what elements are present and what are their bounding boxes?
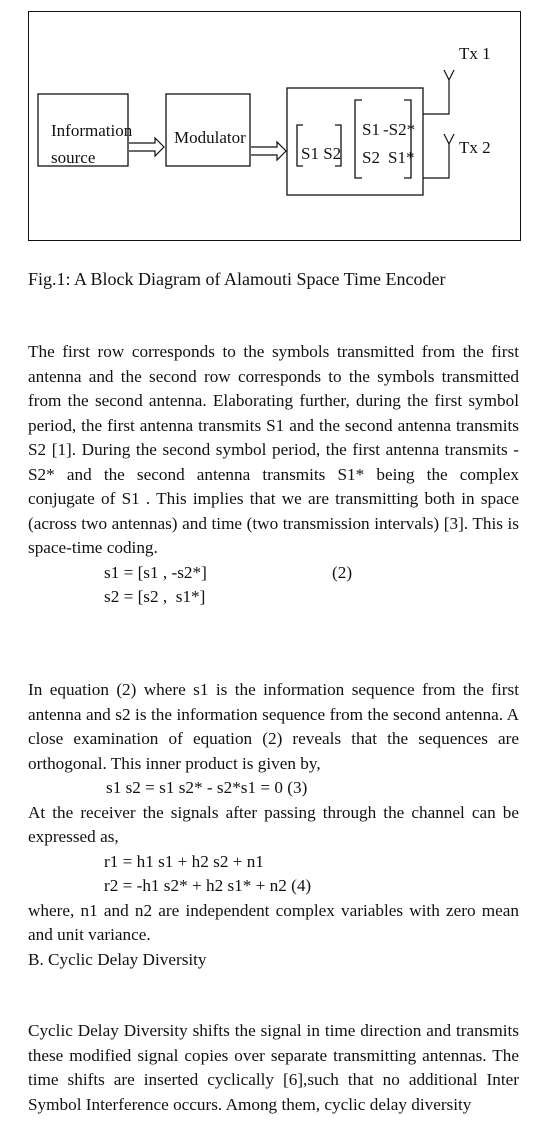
matrix-entry-r2c2: S1* — [388, 148, 415, 167]
tx2-label: Tx 2 — [459, 138, 491, 157]
equation-r2-line — [28, 874, 519, 899]
equation-3-line — [28, 776, 519, 801]
s1s2-vector-label: S1 S2 — [301, 144, 342, 163]
equation-r1: r1 = h1 s1 + h2 s2 + n1 — [104, 851, 264, 871]
arrow-modulator-to-encoder — [251, 142, 286, 160]
paragraph-cdd: Cyclic Delay Diversity shifts the signal in time direction and transmits these modified signal copies over separate transmitting antennas. The time shifts are inserted cyclically [6],such that no additional Inter Symbol Interference occurs. Among them, cyclic delay diversity — [28, 1021, 519, 1114]
matrix-entry-r2c1: S2 — [362, 148, 380, 167]
section-heading-cdd: B. Cyclic Delay Diversity — [28, 949, 207, 969]
paragraph-noise: where, n1 and n2 are independent complex variables with zero mean and unit variance. — [28, 900, 519, 944]
paragraph-alamouti-rows: The first row corresponds to the symbols transmitted from the first antenna and the second row corresponds to the symbols transmitted from the second antenna. Elaborating further, during the first symbol period, the first antenna transmits S1 and the second antenna transmits S2 [1]. During the second symbol period, the first antenna transmits -S2* and the second antenna transmits S1* being the complex conjugate of S1 . This implies that we are transmitting both in space (across two antennas) and time (two transmission intervals) [3]. This is space-time coding. — [28, 342, 519, 557]
block-diagram-svg — [29, 12, 522, 242]
body-text — [28, 340, 519, 610]
tx1-label: Tx 1 — [459, 44, 491, 63]
antenna-2-icon — [423, 134, 454, 178]
antenna-1-icon — [423, 70, 454, 114]
matrix-entry-r1c2: -S2* — [383, 120, 416, 139]
body-text-2 — [28, 678, 519, 972]
equation-r1-line — [28, 850, 519, 875]
matrix-entry-r1c1: S1 — [362, 120, 380, 139]
equation-s1: s1 = [s1 , -s2*] — [104, 562, 207, 582]
equation-inner-product: s1 s2 = s1 s2* - s2*s1 = 0 (3) — [106, 778, 308, 797]
figure-caption: Fig.1: A Block Diagram of Alamouti Space Time Encoder — [28, 269, 446, 289]
equation-s2: s2 = [s2 , s1*] — [104, 587, 206, 606]
equation-2-line-1 — [28, 561, 519, 586]
arrow-source-to-modulator — [129, 138, 164, 156]
equation-number-2: (2) — [332, 562, 353, 582]
body-text-3 — [28, 1019, 519, 1117]
paragraph-receiver: At the receiver the signals after passing through the channel can be expressed as, — [28, 802, 519, 846]
equation-2-line-2 — [28, 585, 519, 610]
information-source-label-1: Information — [51, 121, 133, 140]
paragraph-orthogonal: In equation (2) where s1 is the information sequence from the first antenna and s2 is the information sequence from the second antenna. A close examination of equation (2) reveals that the sequences are orthogonal. This inner product is given by, — [28, 680, 519, 773]
information-source-label-2: source — [51, 148, 96, 167]
modulator-label: Modulator — [174, 128, 246, 147]
block-diagram-figure — [28, 11, 521, 241]
equation-r2: r2 = -h1 s2* + h2 s1* + n2 (4) — [104, 876, 312, 895]
